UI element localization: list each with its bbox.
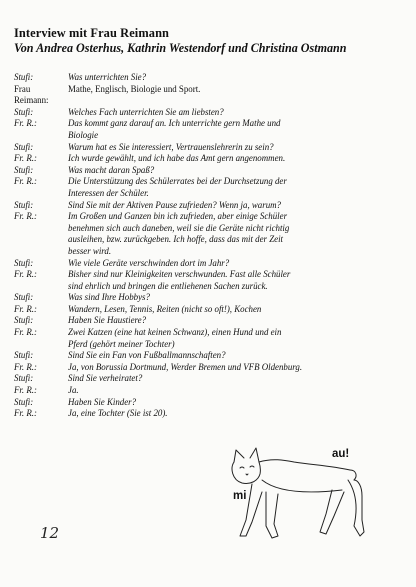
speaker-label: Stufi: — [14, 199, 34, 210]
speaker-label: Stufi: — [14, 315, 34, 326]
dialogue-line — [14, 95, 414, 107]
dialogue-line — [14, 176, 414, 188]
dialogue-line — [14, 373, 414, 385]
dialogue-text: Bisher sind nur Kleinigkeiten verschwunden. Fast alle Schüler — [68, 269, 291, 280]
dialogue-text: Sind Sie verheiratet? — [68, 373, 143, 384]
speaker-label — [14, 130, 68, 142]
dialogue-text: Sind Sie ein Fan von Fußballmannschaften? — [68, 350, 226, 361]
dialogue-text: Sind Sie mit der Aktiven Pause zufrieden? Wenn ja, warum? — [68, 199, 281, 210]
speaker-label: Fr. R.: — [14, 176, 37, 187]
dialogue-text: Welches Fach unterrichten Sie am liebsten? — [68, 106, 224, 117]
speaker-label: Fr. R.: — [14, 118, 37, 129]
dialogue-text: Ja, von Borussia Dortmund, Werder Bremen und VFB Oldenburg. — [68, 361, 303, 372]
dialogue-text: Haben Sie Haustiere? — [68, 315, 147, 326]
speaker-label: Frau — [14, 83, 31, 94]
dialogue-text: Die Unterstützung des Schülerrates bei der Durchsetzung der — [68, 176, 287, 187]
dialogue-text: Interessen der Schüler. — [68, 187, 149, 198]
dialogue-text: Ich wurde gewählt, und ich habe das Amt gern angenommen. — [68, 153, 286, 164]
speaker-label: Stufi: — [14, 72, 34, 82]
dialogue-line — [14, 327, 414, 339]
speaker-label: Fr. R.: — [14, 269, 37, 280]
dialogue-line — [14, 223, 414, 235]
dialogue-line — [14, 362, 414, 374]
speaker-label: Stufi: — [14, 350, 34, 361]
dialogue-line — [14, 200, 414, 212]
dialogue-text: Wandern, Lesen, Tennis, Reiten (nicht so oft!), Kochen — [68, 303, 262, 314]
page-number: 12 — [40, 524, 60, 542]
speaker-label: Stufi: — [14, 141, 34, 152]
dialogue-line — [14, 350, 414, 362]
dialogue-line — [14, 72, 414, 84]
dialogue-text: Biologie — [68, 129, 99, 140]
dialogue-line — [14, 107, 414, 119]
speaker-label: Stufi: — [14, 106, 34, 117]
dialogue-text: Ja, eine Tochter (Sie ist 20). — [68, 408, 168, 419]
speaker-label: Reimann: — [14, 95, 49, 106]
dialogue-text: Zwei Katzen (eine hat keinen Schwanz), einen Hund und ein — [68, 327, 282, 338]
dialogue-line — [14, 118, 414, 130]
dialogue-line — [14, 188, 414, 200]
speaker-label: Fr. R.: — [14, 385, 37, 396]
dialogue-text: Ja. — [68, 385, 79, 396]
dialogue-text: Was sind Ihre Hobbys? — [68, 292, 150, 303]
dialogue-line — [14, 130, 414, 142]
dialogue-text: benehmen sich auch daneben, weil sie die Geräte nicht richtig — [68, 222, 290, 233]
dialogue-line — [14, 153, 414, 165]
dialogue-text: Das kommt ganz darauf an. Ich unterrichte gern Mathe und — [68, 118, 281, 129]
dialogue-text: Haben Sie Kinder? — [68, 396, 137, 407]
speaker-label: Fr. R.: — [14, 327, 37, 338]
dialogue-line — [14, 142, 414, 154]
page-title: Interview mit Frau Reimann — [14, 26, 170, 40]
dialogue-text: ausleihen, bzw. zurückgeben. Ich hoffe, dass das mit der Zeit — [68, 234, 284, 245]
dialogue-text: Pferd (gehört meiner Tochter) — [68, 338, 175, 349]
label-au: au! — [332, 448, 350, 460]
dialogue-line — [14, 385, 414, 397]
dialogue-line — [14, 315, 414, 327]
dialogue-line — [14, 165, 414, 177]
dialogue-line — [14, 292, 414, 304]
speaker-label: Fr. R.: — [14, 303, 37, 314]
dialogue-text — [68, 95, 408, 107]
speaker-label: Fr. R.: — [14, 211, 37, 222]
speaker-label: Fr. R.: — [14, 153, 37, 164]
dialogue-text: besser wird. — [68, 245, 112, 256]
speaker-label: Stufi: — [14, 373, 34, 384]
dialogue-text: Was unterrichten Sie? — [68, 72, 147, 82]
dialogue-line — [14, 408, 414, 420]
dialogue-line — [14, 281, 414, 293]
dialogue-line — [14, 246, 414, 258]
dialogue-text: sind ehrlich und bringen die entliehenen Sachen zurück. — [68, 280, 268, 291]
dialogue-line — [14, 269, 414, 281]
authors-line: Von Andrea Osterhus, Kathrin Westendorf und Christina Ostmann — [14, 41, 347, 55]
speaker-label — [14, 339, 68, 351]
speaker-label — [14, 188, 68, 200]
speaker-label — [14, 281, 68, 293]
dialogue-line — [14, 84, 414, 96]
dialogue-line — [14, 211, 414, 223]
dialogue-line — [14, 397, 414, 409]
dialogue-line — [14, 234, 414, 246]
dialogue-text: Mathe, Englisch, Biologie und Sport. — [68, 83, 201, 94]
dialogue-line — [14, 258, 414, 270]
dialogue-text: Im Großen und Ganzen bin ich zufrieden, aber einige Schüler — [68, 211, 288, 222]
dialogue-line — [14, 339, 414, 351]
speaker-label — [14, 246, 68, 258]
speaker-label: Stufi: — [14, 164, 34, 175]
speaker-label: Fr. R.: — [14, 361, 37, 372]
interview-dialogue — [14, 72, 414, 420]
dialogue-text: Was macht daran Spaß? — [68, 164, 155, 175]
speaker-label: Stufi: — [14, 292, 34, 303]
label-mi: mi — [233, 490, 247, 502]
speaker-label: Stufi: — [14, 396, 34, 407]
speaker-label — [14, 234, 68, 246]
dialogue-text: Warum hat es Sie interessiert, Vertrauenslehrerin zu sein? — [68, 141, 274, 152]
speaker-label: Fr. R.: — [14, 408, 37, 419]
dialogue-line — [14, 304, 414, 316]
speaker-label — [14, 223, 68, 235]
speaker-label: Stufi: — [14, 257, 34, 268]
dialogue-text: Wie viele Geräte verschwinden dort im Jahr? — [68, 257, 230, 268]
